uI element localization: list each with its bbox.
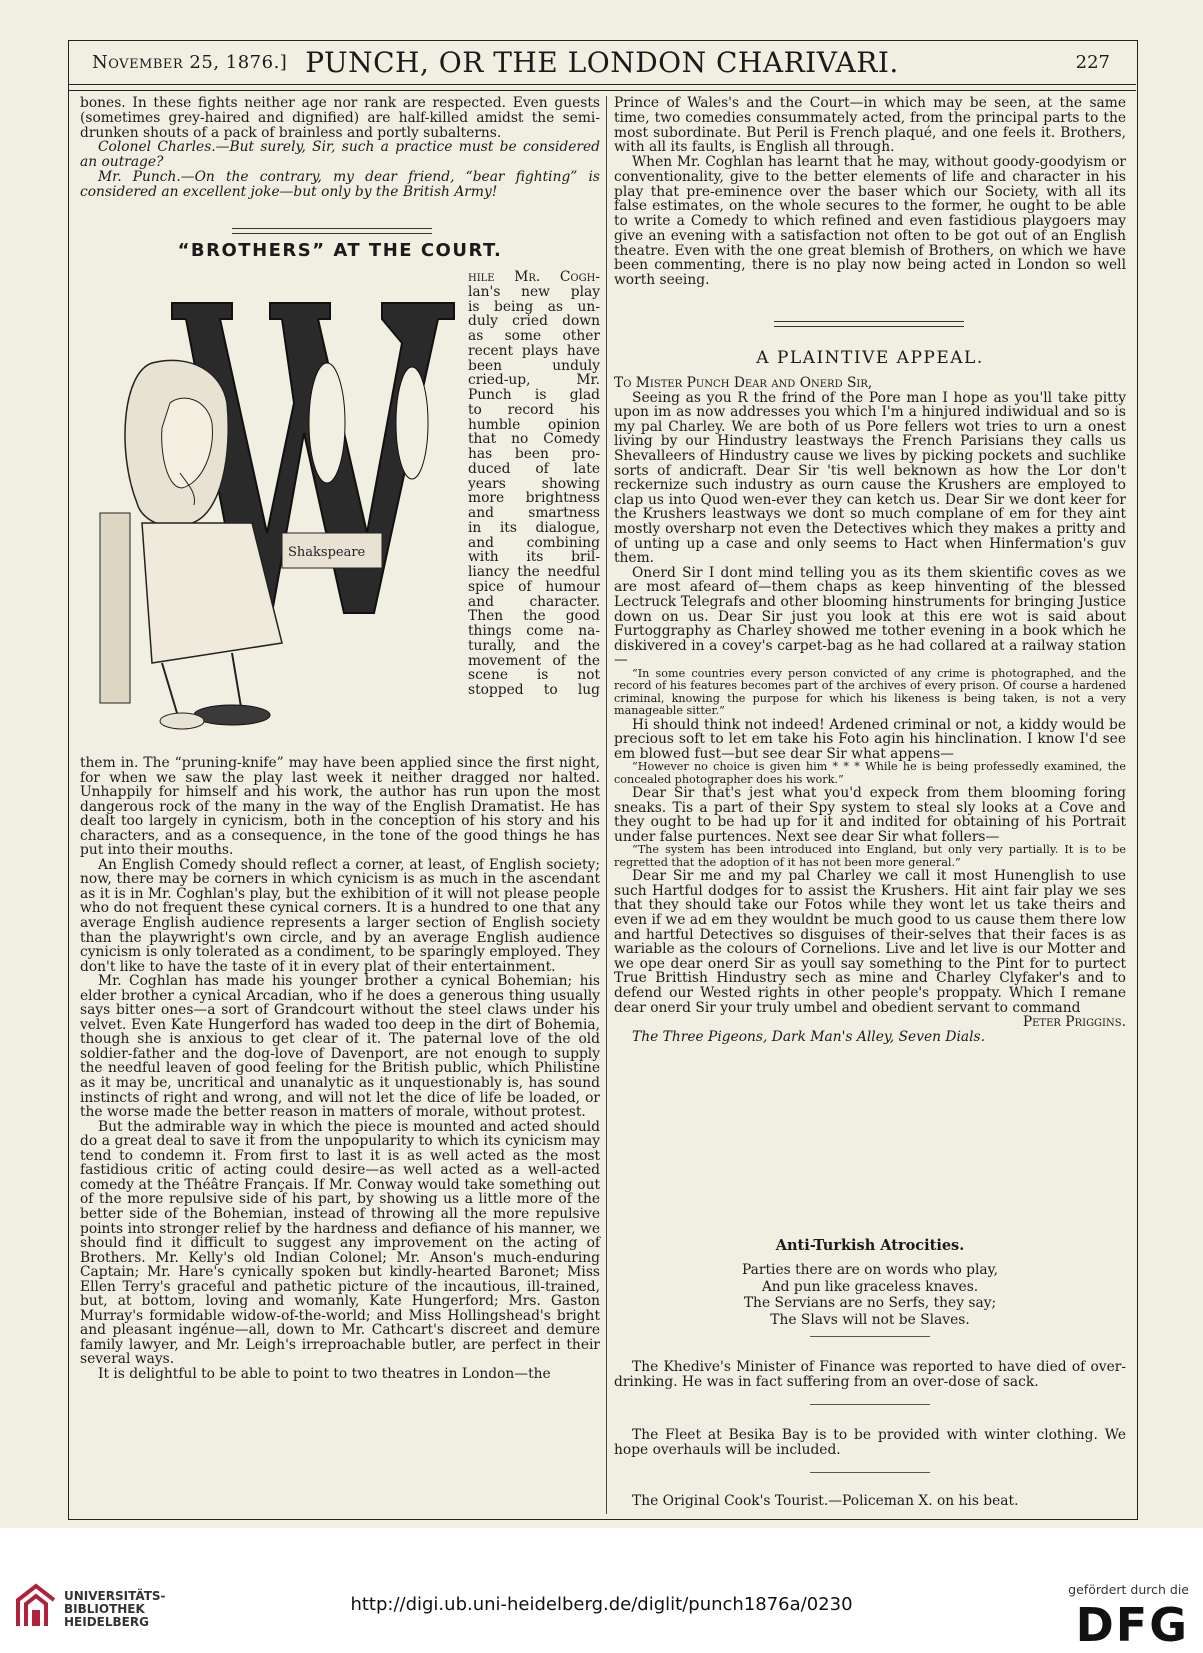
book-spine-label: Shakspeare <box>288 545 366 560</box>
wrap-line: movement of the <box>468 652 600 669</box>
wrap-line: hile Mr. Cogh- <box>468 269 600 285</box>
dialogue-line: Mr. Punch.—On the contrary, my dear friend, “bear fighting” is considered an excellent joke—but only by the British Army! <box>80 168 600 200</box>
khedive-item <box>614 1360 1126 1390</box>
wrap-line: has been pro- <box>468 446 600 462</box>
paragraph: The Fleet at Besika Bay is to be provided with winter clothing. We hope overhauls will be included. <box>614 1427 1126 1458</box>
dfg-logo: DFG <box>1075 1598 1189 1652</box>
wrap-line: spice of humour <box>468 578 600 595</box>
left-intro <box>80 96 600 199</box>
poem-body <box>614 1262 1126 1328</box>
wrap-line: Then the good <box>468 608 600 625</box>
section-rule <box>810 1404 930 1405</box>
poem-line: Parties there are on words who play, <box>742 1262 998 1278</box>
wrap-line: and smartness <box>468 505 600 521</box>
brothers-review-continuation <box>614 96 1126 288</box>
running-header <box>68 44 1136 78</box>
funding-label: gefördert durch die <box>1068 1582 1189 1597</box>
review-paragraph: An English Comedy should reflect a corner, at least, of English society; now, there may be corners in which cynicism is as much in the ascendant as it is in Mr. Coghlan's play, but the exhibition of it will not please people who do not frequent these cynical corners. It is a hundred to one that any average English audience represents a larger section of English society than the playwright's own circle, and by an average English audience cynicism is only tolerated as a condiment, to be sparingly employed. They don't like to have the taste of it in every plat of their entertainment. <box>80 856 600 975</box>
brothers-review-body <box>80 756 600 1382</box>
article-title-plaintive-appeal: A PLAINTIVE APPEAL. <box>756 348 984 368</box>
review-paragraph: Prince of Wales's and the Court—in which may be seen, at the same time, two comedies consummately acted, from the principal parts to the most subordinate. But Peril is French plaqué, and one feels it. Brothers, with all its faults, is English all through. <box>614 95 1126 156</box>
paragraph: The Khedive's Minister of Finance was reported to have died of over-drinking. He was in fact suffering from an over-dose of sack. <box>614 1359 1126 1390</box>
wrap-line: scene is not <box>468 667 600 684</box>
wrap-line: that no Comedy <box>468 431 600 448</box>
wrap-line: turally, and the <box>468 637 600 654</box>
poem-title: Anti-Turkish Atrocities. <box>775 1237 965 1254</box>
wrap-line: years showing <box>468 475 600 492</box>
wrap-line: duced of late <box>468 460 600 477</box>
wrap-line: humble opinion <box>468 416 600 433</box>
header-rule-top <box>68 84 1136 85</box>
wrap-line: more brightness <box>468 490 600 507</box>
letter-paragraph: Hi should think not indeed! Ardened criminal or not, a kiddy would be precious soft to let em take his Foto agin his hinclination. I know I'd see em blowed fust—but see dear Sir what appens— <box>614 716 1126 762</box>
poem-line: And pun like graceless knaves. <box>761 1278 979 1295</box>
library-name-line: UNIVERSITÄTS- <box>64 1589 166 1603</box>
letter-salutation: To Mister Punch Dear and Onerd Sir, <box>614 375 873 391</box>
wrap-line: liancy the needful <box>468 564 600 580</box>
wrap-line: lan's new play <box>468 283 600 300</box>
page-number: 227 <box>1075 52 1110 73</box>
section-rule <box>810 1336 930 1337</box>
masthead-title: PUNCH, OR THE LONDON CHARIVARI. <box>305 46 899 79</box>
library-name-line: BIBLIOTHEK <box>64 1602 145 1616</box>
dialogue-line: Colonel Charles.—But surely, Sir, such a practice must be considered an outrage? <box>80 139 600 170</box>
section-rule <box>232 228 432 234</box>
letter-paragraph: Onerd Sir I dont mind telling you as its them skientific coves as we are most afeard of—them chaps as keep hinventing of the blessed Lectruck Telegrafs and other blooming hinstruments for bringing Justice down on us. Dear Sir just you look at this ere wot is said about Furtoggraphy as Charley showed me tother evening in a book which he diskivered in a covey's carpet-bag as he had collared at a railway station— <box>614 564 1126 669</box>
fleet-item <box>614 1428 1126 1458</box>
header-rule-bottom <box>68 90 1136 91</box>
wrap-line: stopped to lug <box>468 682 600 698</box>
wrap-line: as some other <box>468 328 600 344</box>
wrap-line: Punch is glad <box>468 387 600 403</box>
quoted-passage: “The system has been introduced into England, but only very partially. It is to be regretted that the adoption of it has not been more general.” <box>614 843 1126 869</box>
review-paragraph: them in. The “pruning-knife” may have been applied since the first night, for when we saw the play last week it neither dragged nor halted. Unhappily for himself and his work, the author has run upon the most dangerous rock of the many in the way of the English Dramatist. He has dealt too largely in cynicism, both in the conception of his story and his characters, and as a consequence, in the tone of the good things he has put into their mouths. <box>80 755 600 859</box>
review-paragraph: But the admirable way in which the piece is mounted and acted should do a great deal to save it from the unpopularity to which its cynicism may tend to condemn it. From first to last it is as well acted as the most fastidious critic of acting could desire—as well acted as a well-acted comedy at the Théâtre Français. If Mr. Conway would take something out of the more repulsive side of his part, by showing us a little more of the better side of the Bohemian, instead of throwing all the more repulsive points into stronger relief by the hardness and defiance of his manner, we should find it difficult to suggest any improvement on the acting of Brothers. Mr. Kelly's old Indian Colonel; Mr. Anson's much-enduring Captain; Mr. Hare's cynically spoken but kindly-hearted Baronet; Miss Ellen Terry's graceful and pathetic picture of the incautious, ill-trained, but, at bottom, loving and womanly, Kate Hungerford; Mrs. Gaston Murray's formidable widow-of-the-world; and Miss Hollingshead's bright and pleasant ingénue—all, down to Mr. Cathcart's discreet and demure family lawyer, and Mr. Leigh's irreproachable butler, are perfect in their several ways. <box>80 1118 600 1368</box>
cook-item <box>614 1494 1126 1509</box>
review-paragraph: Mr. Coghlan has made his younger brother a cynical Bohemian; his elder brother a cynical Arcadian, who if he does a generous thing usually says bitter ones—a sort of Grandcourt without the steel claws under his velvet. Even Kate Hungerford has waded too deep in the dirt of Bohemia, though she is anxious to get clear of it. The paternal love of the old soldier-father and the dog-love of Davenport, are not enough to supply the needful leaven of good feeling for the British public, which Philistine as it may be, uncritical and unanalytic as it unquestionably is, has sound instincts of right and wrong, and will not let the dice of life be loaded, or the worse made the better reason in matters of morale, without protest. <box>80 973 600 1121</box>
wrap-line: duly cried down <box>468 313 600 330</box>
wrap-line: and character. <box>468 593 600 610</box>
wrap-line: and combining <box>468 534 600 551</box>
section-rule <box>810 1472 930 1473</box>
wrap-line: recent plays have <box>468 342 600 359</box>
library-name-line: HEIDELBERG <box>64 1615 149 1629</box>
wrap-line: things come na- <box>468 623 600 639</box>
quoted-passage: “In some countries every person convicted of any crime is photographed, and the record of his features becomes part of the archives of every prison. Of course a hardened criminal, knowing the purpose for which his likeness is being taken, is not a very manageable sitter.” <box>614 666 1126 718</box>
letter-paragraph: Dear Sir me and my pal Charley we call it most Hunenglish to use such Hartful dodges for to assist the Krushers. Hit aint fair play we ses that they should take our Fotos while they wont let us take theirs and even if we ad em they wouldnt be much good to us cause them there low and hartful Detectives so disguises of their-selves that their faces is as wariable as the colours of Cornelions. Live and let live is our Motter and we ope dear onerd Sir as youll say something to the Pint for to purtect True Brittish Hindustry sech as mine and Charley Clyfaker's and to defend our Wested rights in other people's proppaty. Which I remane dear onerd Sir your truly umbel and obedient servant to command <box>614 868 1126 1016</box>
intro-paragraph: bones. In these fights neither age nor rank are respected. Even guests (sometimes grey-haired and dignified) are half-killed amidst the semi-drunken shouts of a pack of brainless and portly subalterns. <box>80 95 600 141</box>
plaintive-appeal-letter <box>614 376 1126 1044</box>
poem-line: The Servians are no Serfs, they say; <box>743 1295 997 1311</box>
wrap-line: to record his <box>468 401 600 418</box>
wrap-line: with its bril- <box>468 549 600 566</box>
brothers-illustration <box>82 283 462 743</box>
letter-paragraph: Dear Sir that's jest what you'd expeck from them blooming foring sneaks. Tis a part of their Spy system to steal sly looks at a Cove and they ought to be had up for it and indited for obtaining of his Portrait under false purtences. Next see dear Sir what follers— <box>614 785 1126 845</box>
digitization-footer <box>0 1528 1203 1653</box>
wrap-line: been unduly <box>468 357 600 374</box>
review-paragraph: When Mr. Coghlan has learnt that he may, without goody-goodyism or conventionality, give to the better elements of life and character in his play that pre-eminence over the baser which our Society, with all its false estimates, on the whole secures to the former, he ought to be able to write a Comedy to which refined and even fastidious playgoers may give an evening with a satisfaction not often to be got out of an English theatre. Even with the one great blemish of Brothers, on which we have been commenting, there is no play now being acted in London so well worth seeing. <box>614 154 1126 288</box>
permalink-url[interactable]: http://digi.ub.uni-heidelberg.de/diglit/punch1876a/0230 <box>350 1594 853 1615</box>
poem-line: The Slavs will not be Slaves. <box>770 1311 970 1328</box>
wrap-line: is being as un- <box>468 298 600 315</box>
issue-date: November 25, 1876.] <box>92 52 288 73</box>
wrap-line: cried-up, Mr. <box>468 372 600 389</box>
section-rule <box>774 321 964 327</box>
wrapped-text-column <box>468 270 600 698</box>
article-title-brothers: “BROTHERS” AT THE COURT. <box>177 240 503 261</box>
letter-paragraph: Seeing as you R the frind of the Pore man I hope as you'll take pitty upon im as now addresses you which I'm a hinjured indiwidual and so is my pal Charley. We are both of us Pore fellers wot tries to urn a onest living by our Hindustry leastways the French Parisians they calls us Shevalleers of Hindustry cause we lives by picking pockets and suchlike sorts of andicraft. Dear Sir 'tis well beknown as how the Lor don't reckernize such industry as ourn cause the Krushers are employed to clap us into Quod wen-ever they can ketch us. Dear Sir we dont keer for the Krushers leastways we dont so much complane of em for they aint mostly oversharp not even the Detectives which they makes a pritty and of unting up a case and only seems to Hact when Hinfermation's guv them. <box>614 389 1126 567</box>
letter-signature: Peter Priggins. <box>1022 1014 1126 1031</box>
review-paragraph: It is delightful to be able to point to two theatres in London—the <box>98 1365 551 1382</box>
letter-address: The Three Pigeons, Dark Man's Alley, Seven Dials. <box>632 1028 986 1045</box>
quoted-passage: “However no choice is given him * * * While he is being professedly examined, the concealed photographer does his work.” <box>614 760 1126 786</box>
wrap-line: in its dialogue, <box>468 519 600 536</box>
paragraph: The Original Cook's Tourist.—Policeman X. on his beat. <box>632 1493 1019 1509</box>
column-divider <box>606 96 607 1514</box>
